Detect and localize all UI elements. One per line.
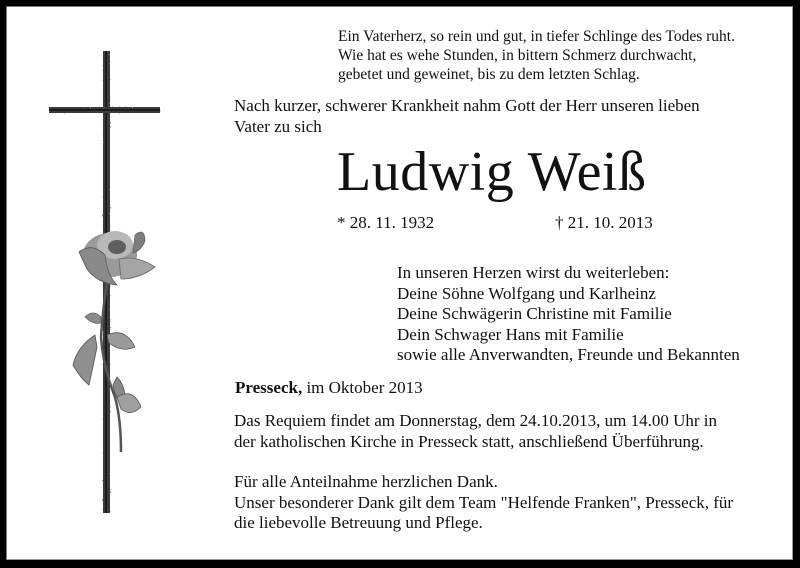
thanks-line: Für alle Anteilnahme herzlichen Dank.: [234, 472, 498, 491]
requiem-line: der katholischen Kirche in Presseck statt, anschließend Überführung.: [234, 432, 704, 451]
requiem-line: Das Requiem findet am Donnerstag, dem 24.10.2013, um 14.00 Uhr in: [234, 411, 718, 430]
thanks-line: Unser besonderer Dank gilt dem Team "Helfende Franken", Presseck, für: [234, 492, 734, 512]
place-name: Presseck,: [235, 378, 303, 397]
birth-date: * 28. 11. 1932: [337, 213, 435, 232]
thanks-line: die liebevolle Betreuung und Pflege.: [234, 513, 483, 532]
poem-line: Wie hat es wehe Stunden, in bittern Schmerz durchwacht,: [338, 47, 697, 64]
poem-line: gebetet und geweinet, bis zu dem letzten Schlag.: [338, 66, 640, 83]
mourner-line: In unseren Herzen wirst du weiterleben:: [397, 263, 670, 282]
mourner-line: Dein Schwager Hans mit Familie: [397, 324, 624, 344]
poem-line: Ein Vaterherz, so rein und gut, in tiefer Schlinge des Todes ruht.: [338, 28, 735, 45]
place-date: [235, 377, 423, 399]
date-text: im Oktober 2013: [302, 378, 423, 397]
deceased-name: Ludwig Weiß: [337, 141, 647, 203]
intro-line: Nach kurzer, schwerer Krankheit nahm Gott der Herr unseren lieben: [234, 96, 700, 115]
intro-text: [234, 95, 700, 137]
mourner-line: sowie alle Anverwandten, Freunde und Bekannten: [397, 345, 740, 364]
mourners-list: [397, 263, 740, 366]
requiem-notice: [234, 410, 717, 452]
thanks-notice: [234, 472, 733, 534]
mourner-line: Deine Schwägerin Christine mit Familie: [397, 304, 672, 323]
mourner-line: Deine Söhne Wolfgang und Karlheinz: [397, 283, 656, 303]
intro-line: Vater zu sich: [234, 117, 322, 136]
poem-verse: [338, 27, 735, 84]
obituary-page: [6, 6, 793, 560]
death-date: † 21. 10. 2013: [555, 213, 653, 232]
cross-with-rose-icon: [37, 47, 187, 527]
